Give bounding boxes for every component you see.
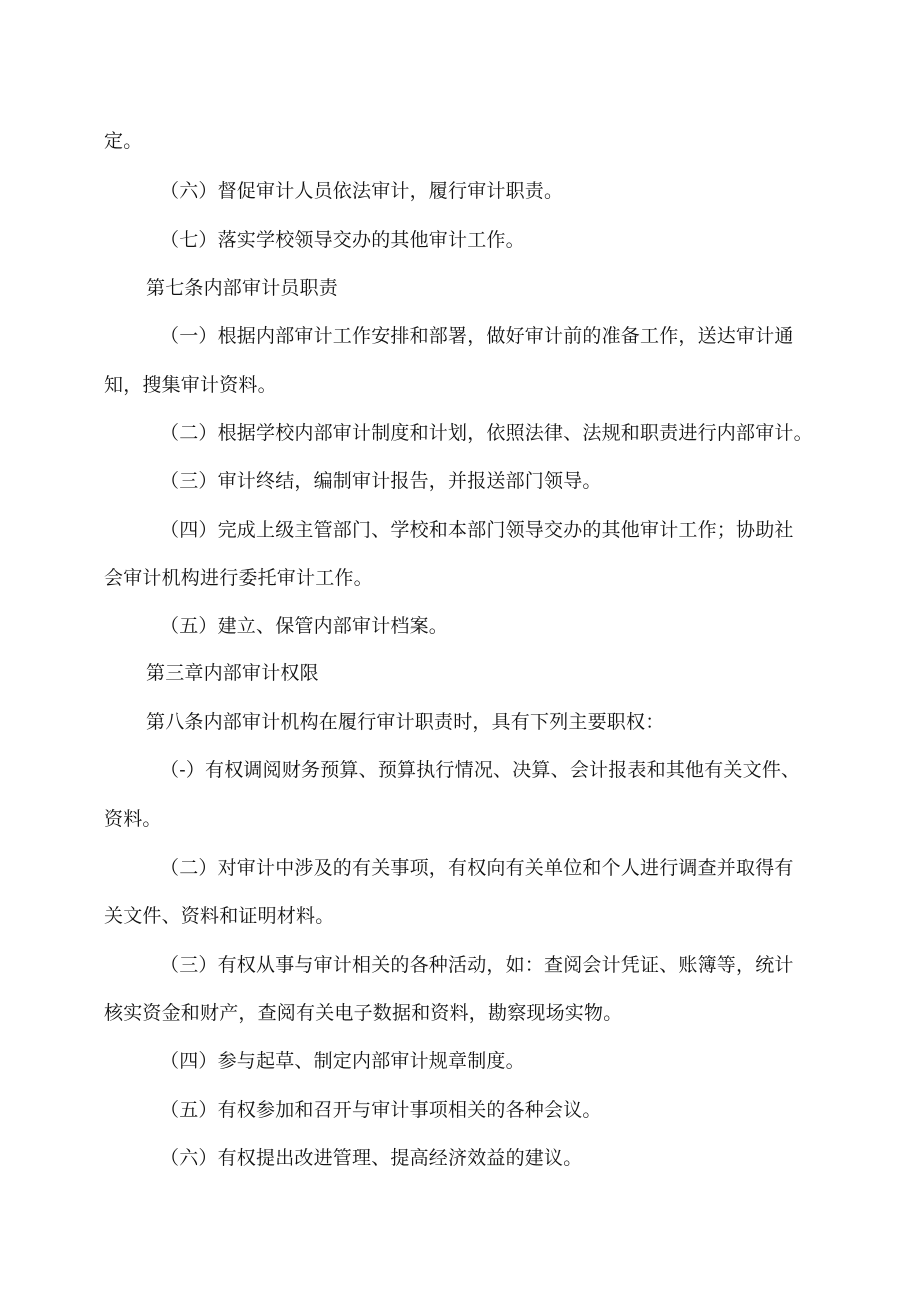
text-line: 关文件、资料和证明材料。 [104,905,335,927]
text-line: 会审计机构进行委托审计工作。 [104,567,373,589]
text-line: 定。 [104,130,143,152]
text-line: （六）督促审计人员依法审计，履行审计职责。 [160,180,564,202]
text-line: （二）根据学校内部审计制度和计划，依照法律、法规和职责进行内部审计。 [160,422,813,444]
text-line: （五）建立、保管内部审计档案。 [160,615,449,637]
text-line: 核实资金和财产，查阅有关电子数据和资料，勘察现场实物。 [104,1002,623,1024]
text-line: （四）完成上级主管部门、学校和本部门领导交办的其他审计工作；协助社 [160,519,794,541]
text-line: （五）有权参加和召开与审计事项相关的各种会议。 [160,1099,602,1121]
text-line: 知，搜集审计资料。 [104,374,277,396]
text-line: （一）根据内部审计工作安排和部署，做好审计前的准备工作，送达审计通 [160,325,794,347]
text-line: 资料。 [104,808,162,830]
text-line: （七）落实学校领导交办的其他审计工作。 [160,229,525,251]
text-line: （六）有权提出改进管理、提高经济效益的建议。 [160,1147,583,1169]
section-heading: 第八条内部审计机构在履行审计职责时，具有下列主要职权： [146,711,665,733]
text-line: （三）审计终结，编制审计报告，并报送部门领导。 [160,470,602,492]
text-line: （二）对审计中涉及的有关事项，有权向有关单位和个人进行调查并取得有 [160,857,794,879]
chapter-heading: 第三章内部审计权限 [146,662,319,684]
text-line: （三）有权从事与审计相关的各种活动，如：查阅会计凭证、账簿等，统计 [160,954,794,976]
text-line: （-）有权调阅财务预算、预算执行情况、决算、会计报表和其他有关文件、 [160,759,801,781]
section-heading: 第七条内部审计员职责 [146,277,339,299]
text-line: （四）参与起草、制定内部审计规章制度。 [160,1050,525,1072]
